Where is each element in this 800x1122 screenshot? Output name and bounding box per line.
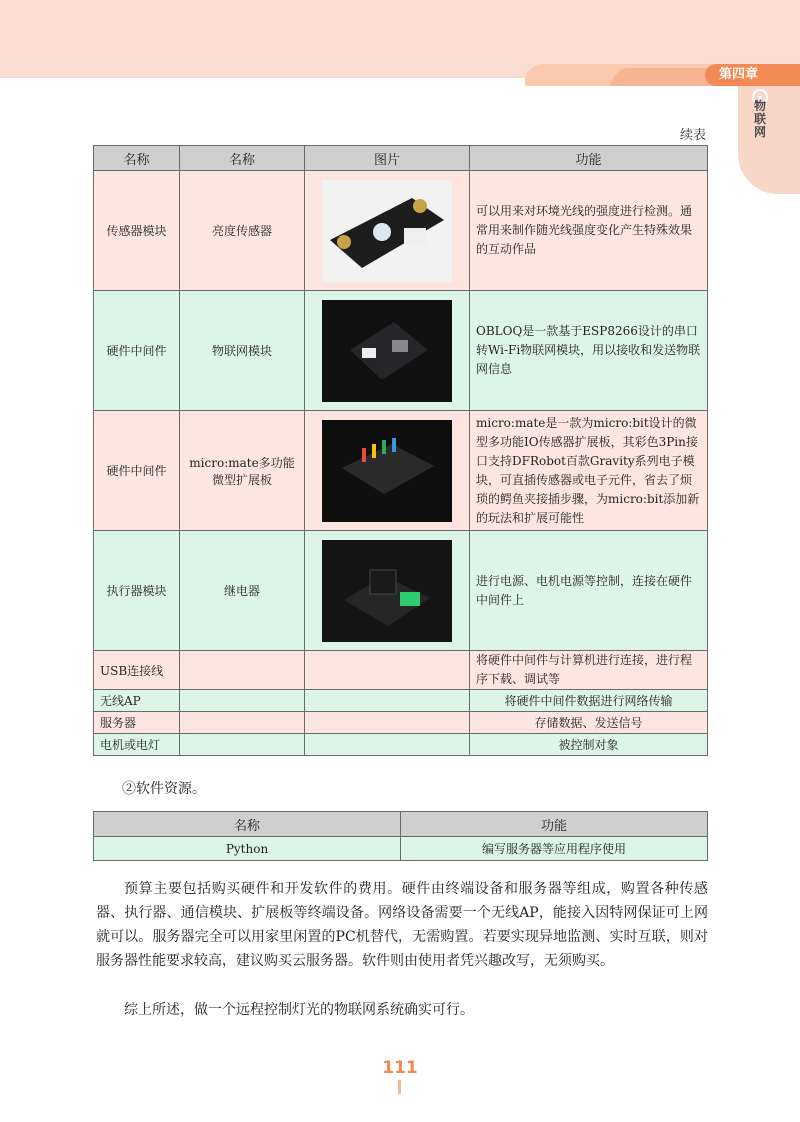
paragraph-text: 预算主要包括购买硬件和开发软件的费用。硬件由终端设备和服务器等组成，购置各种传感器、执行器、通信模块、扩展板等终端设备。网络设备需要一个无线AP，能接入因特网保证可上网就可以。服务器完全可以用家里闲置的PC机替代，无需购置。若要实现异地监测、实时互联，则对服务器性能要求较高，建议购买云服务器。软件则由使用者凭兴趣改写，无须购买。 [96, 881, 708, 969]
light-sensor-photo [322, 180, 452, 282]
header-cell: 功能 [470, 146, 708, 171]
category-cell: 服务器 [94, 712, 180, 734]
header-cell: 名称 [180, 146, 305, 171]
category-cell: 硬件中间件 [94, 411, 180, 531]
table-row [94, 291, 708, 411]
image-cell [305, 291, 470, 411]
image-cell [305, 690, 470, 712]
image-cell [305, 531, 470, 651]
table-row [94, 411, 708, 531]
name-cell [180, 712, 305, 734]
name-cell [180, 651, 305, 690]
page-number-bar [398, 1080, 401, 1094]
header-wave [0, 60, 800, 90]
header-cell: 图片 [305, 146, 470, 171]
image-cell [305, 734, 470, 756]
image-cell [305, 411, 470, 531]
table-row [94, 171, 708, 291]
function-cell: micro:mate是一款为micro:bit设计的微型多功能IO传感器扩展板，其彩色3Pin接口支持DFRobot百款Gravity系列电子模块，可直插传感器或电子元件，省去了烦琐的鳄鱼夹接插步骤，为micro:bit添加新的玩法和扩展可能性 [470, 411, 708, 531]
table-row [94, 651, 708, 690]
function-cell: 被控制对象 [470, 734, 708, 756]
category-cell: 电机或电灯 [94, 734, 180, 756]
image-cell [305, 171, 470, 291]
function-cell: 将硬件中间件与计算机进行连接，进行程序下载、调试等 [470, 651, 708, 690]
hardware-table [93, 145, 708, 756]
paragraph-text: 综上所述，做一个远程控制灯光的物联网系统确实可行。 [124, 1002, 474, 1018]
software-table [93, 811, 708, 861]
function-cell: OBLOQ是一款基于ESP8266设计的串口转Wi-Fi物联网模块，用以接收和发送物联网信息 [470, 291, 708, 411]
table-header-row [94, 146, 708, 171]
name-cell: 物联网模块 [180, 291, 305, 411]
function-cell: 编写服务器等应用程序使用 [401, 837, 708, 861]
side-label: 物联网 [753, 99, 766, 139]
micromate-board-photo [322, 420, 452, 522]
header-cell: 功能 [401, 812, 708, 837]
image-cell [305, 651, 470, 690]
table-row [94, 837, 708, 861]
name-cell [180, 690, 305, 712]
table-row [94, 690, 708, 712]
name-cell [180, 734, 305, 756]
header-cell: 名称 [94, 812, 401, 837]
name-cell: 继电器 [180, 531, 305, 651]
category-cell: 传感器模块 [94, 171, 180, 291]
table-row [94, 734, 708, 756]
budget-paragraph [96, 877, 708, 973]
category-cell: 无线AP [94, 690, 180, 712]
header-cell: 名称 [94, 146, 180, 171]
software-heading: ②软件资源。 [122, 781, 206, 797]
name-cell: 亮度传感器 [180, 171, 305, 291]
function-cell: 将硬件中间件数据进行网络传输 [470, 690, 708, 712]
table-row [94, 531, 708, 651]
conclusion-paragraph [96, 998, 708, 1022]
function-cell: 存储数据、发送信号 [470, 712, 708, 734]
iot-module-photo [322, 300, 452, 402]
name-cell: micro:mate多功能微型扩展板 [180, 411, 305, 531]
function-cell: 进行电源、电机电源等控制，连接在硬件中间件上 [470, 531, 708, 651]
relay-photo [322, 540, 452, 642]
page-number: 111 [382, 1058, 418, 1078]
category-cell: USB连接线 [94, 651, 180, 690]
table-row [94, 712, 708, 734]
category-cell: 硬件中间件 [94, 291, 180, 411]
continued-label: 续表 [679, 128, 706, 143]
name-cell: Python [94, 837, 401, 861]
chapter-tab: 第四章 [705, 64, 800, 86]
image-cell [305, 712, 470, 734]
category-cell: 执行器模块 [94, 531, 180, 651]
function-cell: 可以用来对环境光线的强度进行检测。通常用来制作随光线强度变化产生特殊效果的互动作品 [470, 171, 708, 291]
table-header-row [94, 812, 708, 837]
